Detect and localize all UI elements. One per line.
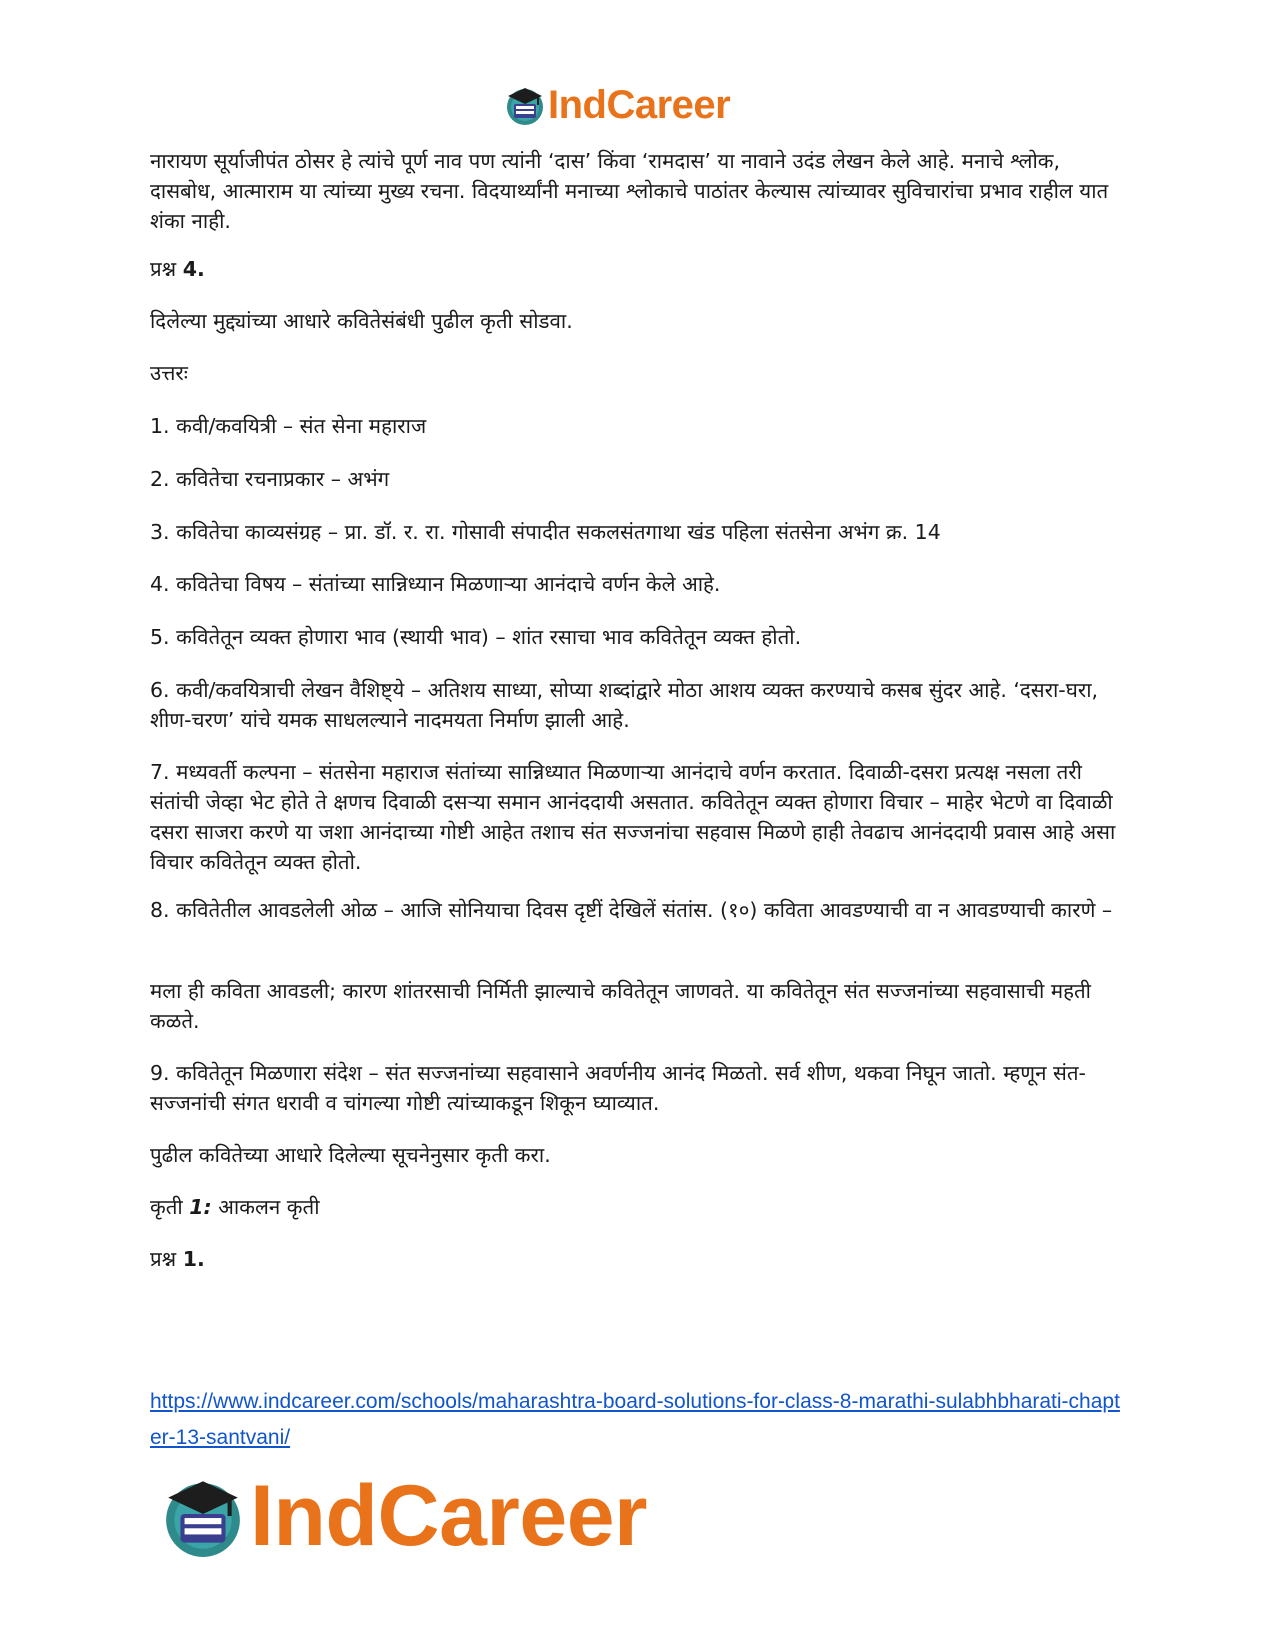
kruti-number: 1:	[189, 1195, 212, 1219]
answer-item-6: 6. कवी/कवयित्राची लेखन वैशिष्ट्ये – अतिशय साध्या, सोप्या शब्दांद्वारे मोठा आशय व्यक्त करण्याचे कसब सुंदर आहे. ‘दसरा-घरा, शीण-चरण’ यांचे यमक साधलल्याने नादमयता निर्माण झाली आहे.	[150, 678, 1099, 732]
question-4-heading	[150, 254, 1130, 284]
kruti-heading	[150, 1192, 1130, 1222]
logo-wordmark: IndCareer	[250, 1467, 647, 1564]
kruti-label: कृती	[150, 1195, 183, 1219]
kruti-text: आकलन कृती	[218, 1195, 320, 1219]
question-4-text: दिलेल्या मुद्द्यांच्या आधारे कवितेसंबंधी पुढील कृती सोडवा.	[150, 309, 573, 333]
graduation-globe-icon	[504, 84, 546, 126]
question-1-heading	[150, 1244, 1130, 1274]
header-logo	[504, 82, 730, 128]
logo-wordmark: IndCareer	[548, 82, 731, 127]
answer-item-7: 7. मध्यवर्ती कल्पना – संतसेना महाराज संतांच्या सान्निध्यात मिळणाऱ्या आनंदाचे वर्णन करतात. दिवाळी-दसरा प्रत्यक्ष नसला तरी संतांची जेव्हा भेट होते ते क्षणच दिवाळी दसऱ्या समान आनंददायी असतात. कवितेतून व्यक्त होणारा विचार – माहेर भेटणे वा दिवाळी दसरा साजरा करणे या जशा आनंदाच्या गोष्टी आहेत तशाच संत सज्जनांचा सहवास मिळणे हाही तेवढाच आनंददायी प्रवास आहे असा विचार कवितेतून व्यक्त होतो.	[150, 760, 1116, 874]
source-url-link[interactable]: https://www.indcareer.com/schools/maharashtra-board-solutions-for-class-8-marathi-sulabhbharati-chapter-13-santvani/	[150, 1390, 1120, 1449]
question-number: 4.	[182, 257, 205, 281]
answer-item-1: 1. कवी/कवयित्री – संत सेना महाराज	[150, 414, 427, 438]
answer-item-9: 9. कवितेतून मिळणारा संदेश – संत सज्जनांच्या सहवासाने अवर्णनीय आनंद मिळतो. सर्व शीण, थकवा निघून जातो. म्हणून संत-सज्जनांची संगत धरावी व चांगल्या गोष्टी त्यांच्याकडून शिकून घ्याव्यात.	[150, 1061, 1086, 1115]
intro-paragraph: नारायण सूर्याजीपंत ठोसर हे त्यांचे पूर्ण नाव पण त्यांनी ‘दास’ किंवा ‘रामदास’ या नावाने उदंड लेखन केले आहे. मनाचे श्लोक, दासबोध, आत्माराम या त्यांच्या मुख्य रचना. विदयार्थ्यांनी मनाच्या श्लोकाचे पाठांतर केल्यास त्यांच्यावर सुविचारांचा प्रभाव राहील यात शंका नाही.	[150, 149, 1109, 233]
question-number: 1.	[182, 1247, 205, 1271]
answer-item-8: 8. कवितेतील आवडलेली ओळ – आजि सोनियाचा दिवस दृष्टीं देखिलें संतांस. (१०) कविता आवडण्याची वा न आवडण्याची कारणे –	[150, 898, 1113, 922]
question-label: प्रश्न	[150, 257, 177, 281]
answer-label: उत्तरः	[150, 361, 188, 385]
answer-item-2: 2. कवितेचा रचनाप्रकार – अभंग	[150, 467, 390, 491]
answer-item-5: 5. कवितेतून व्यक्त होणारा भाव (स्थायी भाव) – शांत रसाचा भाव कवितेतून व्यक्त होतो.	[150, 625, 802, 649]
footer-logo	[160, 1468, 647, 1564]
answer-item-8-reason: मला ही कविता आवडली; कारण शांतरसाची निर्मिती झाल्याचे कवितेतून जाणवते. या कवितेतून संत सज्जनांच्या सहवासाची महती कळते.	[150, 979, 1091, 1033]
answer-item-3: 3. कवितेचा काव्यसंग्रह – प्रा. डॉ. र. रा. गोसावी संपादीत सकलसंतगाथा खंड पहिला संतसेना अभंग क्र. 14	[150, 520, 941, 544]
graduation-globe-icon	[160, 1473, 246, 1559]
question-label: प्रश्न	[150, 1247, 177, 1271]
next-task-instruction: पुढील कवितेच्या आधारे दिलेल्या सूचनेनुसार कृती करा.	[150, 1143, 551, 1167]
answer-item-4: 4. कवितेचा विषय – संतांच्या सान्निध्यान मिळणाऱ्या आनंदाचे वर्णन केले आहे.	[150, 572, 721, 596]
